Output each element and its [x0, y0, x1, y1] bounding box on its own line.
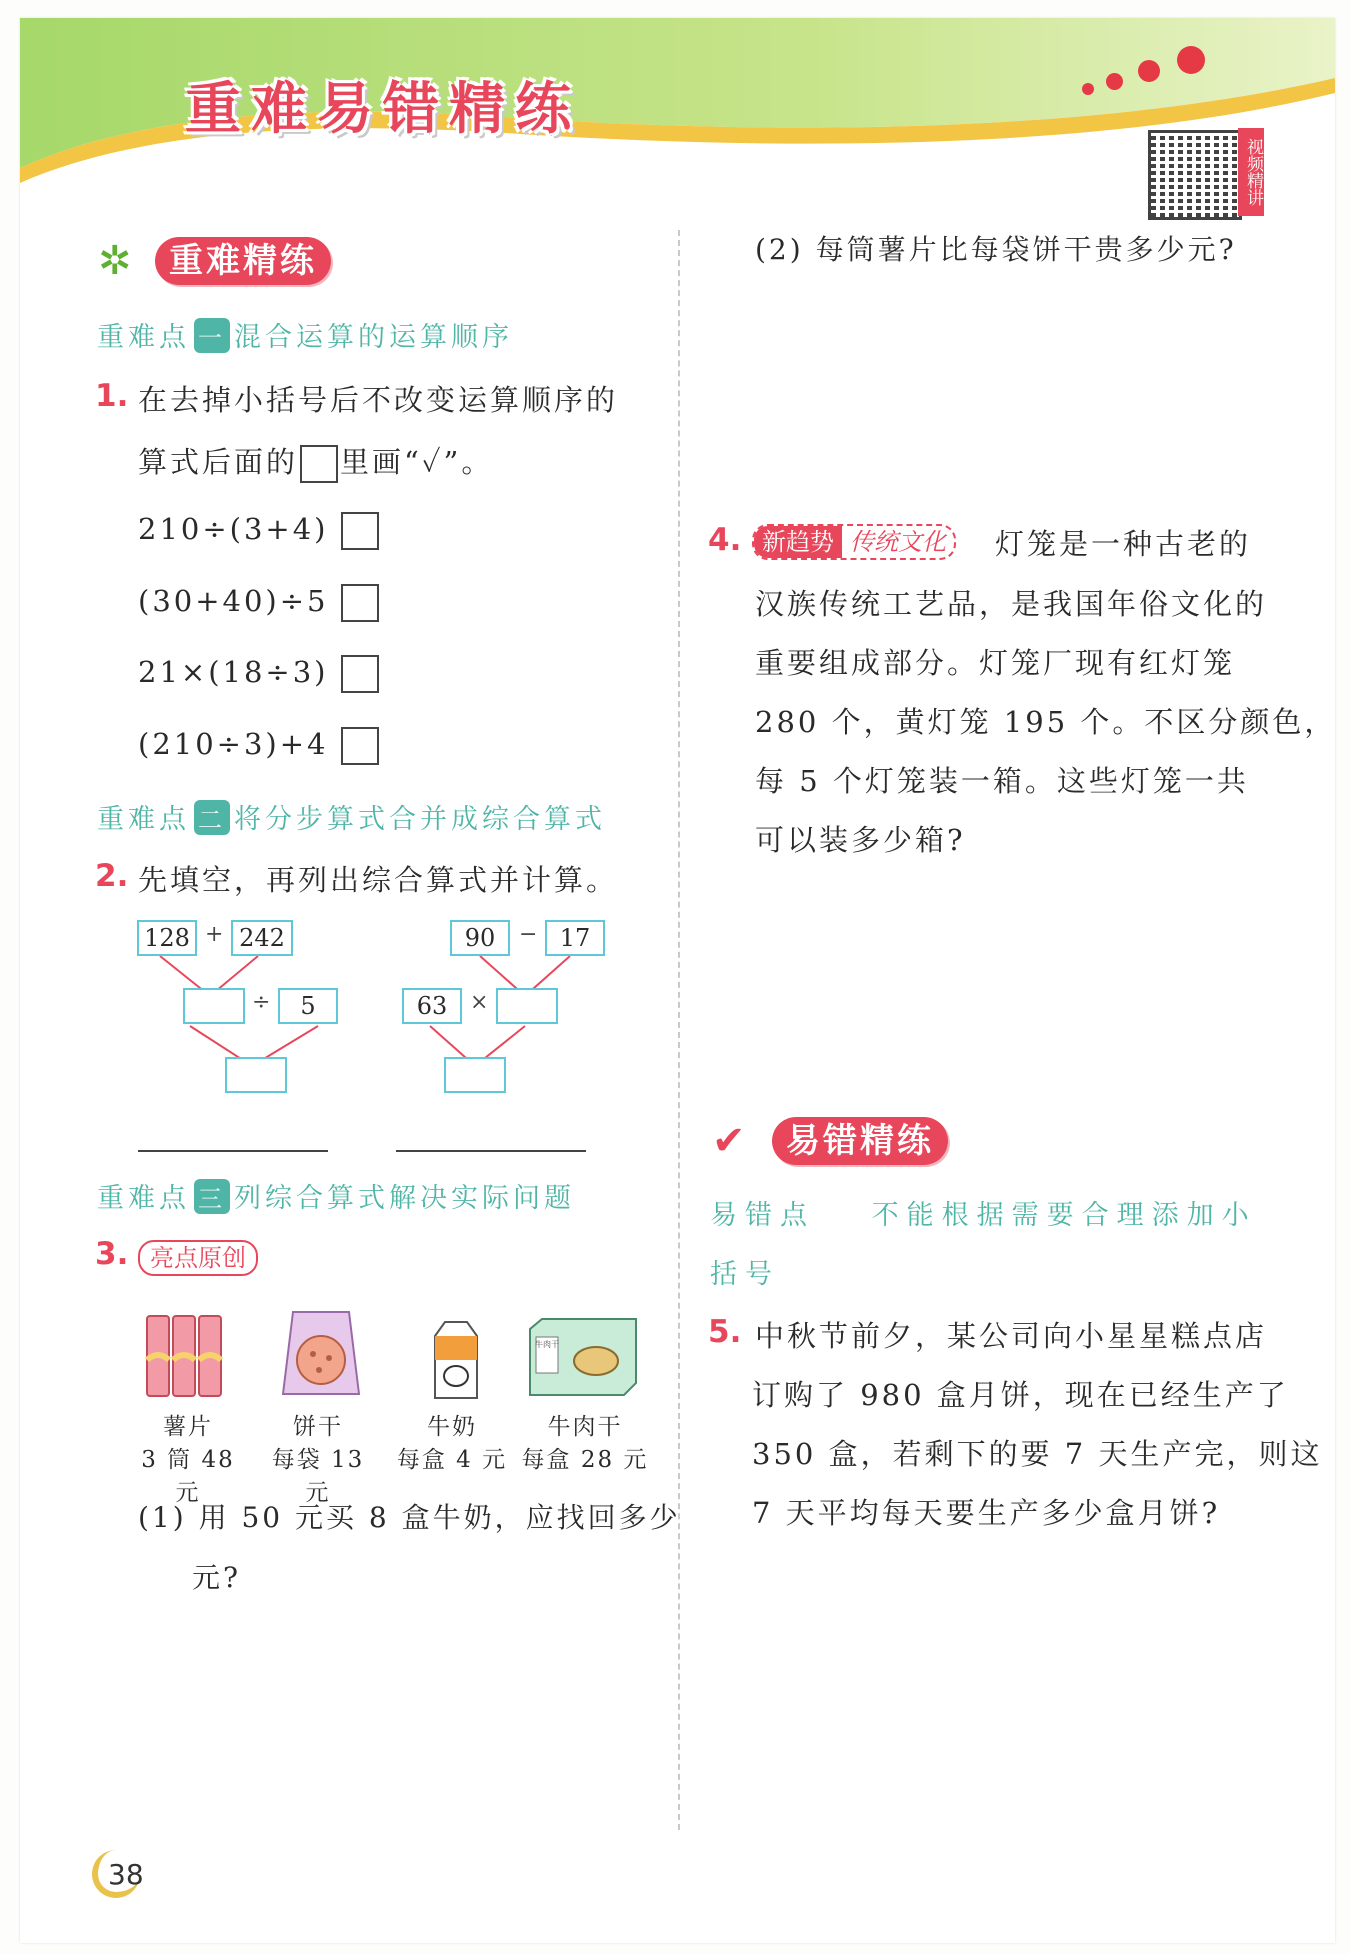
operator: ÷: [252, 990, 271, 1015]
given-number-box: 90: [450, 920, 510, 956]
question-text: 先填空，再列出综合算式并计算。: [138, 863, 619, 897]
topic-text: 将分步算式合并成综合算式: [234, 804, 606, 835]
original-tag: 亮点原创: [138, 1240, 258, 1276]
topic-number: 一: [194, 318, 230, 353]
trend-tag-label: 新趋势: [754, 526, 842, 558]
question-text: 可以装多少箱?: [755, 823, 966, 857]
question-text: [138, 440, 493, 483]
question-number: 5.: [708, 1314, 742, 1350]
milk-box-illustration: [425, 1318, 485, 1400]
column-divider: [678, 230, 680, 1830]
topic-prefix: 重难点: [97, 804, 190, 835]
topic-text: 不能根据需要合理添加小: [871, 1200, 1257, 1231]
operator: −: [519, 922, 538, 947]
given-number-box: 242: [231, 920, 293, 956]
topic-prefix: 易错点: [710, 1200, 815, 1231]
expression: 210÷(3+4): [138, 512, 329, 546]
section-badge-difficult: 重难精练: [155, 237, 331, 285]
question-text: 中秋节前夕，某公司向小星星糕点店: [755, 1319, 1268, 1353]
expression-row: [138, 512, 379, 550]
question-number: 1.: [95, 378, 129, 414]
qr-label: 视频精讲: [1238, 128, 1264, 216]
answer-checkbox[interactable]: [341, 512, 379, 550]
trend-tag: [752, 524, 956, 560]
topic-prefix: 重难点: [97, 1183, 190, 1214]
question-text: 订购了 980 盒月饼，现在已经生产了: [752, 1378, 1289, 1412]
beef-jerky-box-illustration: [528, 1315, 638, 1397]
question-text: 重要组成部分。灯笼厂现有红灯笼: [755, 646, 1236, 680]
product-chips: [128, 1408, 248, 1507]
topic-text: 列综合算式解决实际问题: [234, 1183, 575, 1214]
question-text: 280 个，黄灯笼 195 个。不区分颜色，: [755, 705, 1337, 739]
question-text: 在去掉小括号后不改变运算顺序的: [138, 383, 619, 417]
topic-heading-2: [97, 797, 606, 836]
chips-illustration: [143, 1310, 225, 1400]
product-name: 牛奶: [427, 1414, 477, 1440]
product-biscuits: [258, 1408, 378, 1507]
question-number: 2.: [95, 858, 129, 894]
product-name: 牛肉干: [547, 1414, 623, 1440]
product-price: 每盒 4 元: [396, 1447, 508, 1473]
page-title: 重难易错精练: [185, 77, 581, 142]
question-text: 每 5 个灯笼装一箱。这些灯笼一共: [755, 764, 1249, 798]
expression-row: [138, 584, 379, 622]
answer-checkbox[interactable]: [341, 655, 379, 693]
expression: (210÷3)+4: [138, 727, 329, 761]
beef-pack-label: 牛肉干: [535, 1340, 559, 1349]
answer-checkbox[interactable]: [341, 727, 379, 765]
product-name: 薯片: [163, 1414, 213, 1440]
question-text-part: 算式后面的: [138, 445, 299, 479]
error-topic-heading: [710, 1193, 1257, 1232]
given-number-box: 17: [545, 920, 605, 956]
page-number: 38: [108, 1858, 144, 1891]
example-checkbox: [300, 445, 338, 483]
operator: +: [205, 922, 224, 947]
question-text: 350 盒，若剩下的要 7 天生产完，则这: [752, 1437, 1323, 1471]
topic-heading-3: [97, 1176, 575, 1215]
fill-in-box[interactable]: [496, 988, 558, 1024]
question-text: 7 天平均每天要生产多少盒月饼?: [752, 1496, 1221, 1530]
question-number: 4.: [708, 522, 742, 558]
product-milk: [392, 1408, 512, 1474]
question-text: 灯笼是一种古老的: [995, 527, 1252, 561]
error-topic-heading-cont: 括号: [710, 1259, 780, 1290]
section-badge-errors: 易错精练: [772, 1117, 948, 1165]
question-text: 汉族传统工艺品，是我国年俗文化的: [755, 587, 1268, 621]
expression-row: [138, 655, 379, 693]
product-name: 饼干: [293, 1414, 343, 1440]
decor-dot: [1106, 73, 1123, 90]
expression-row: [138, 727, 379, 765]
sub-question-text: (1) 用 50 元买 8 盒牛奶，应找回多少: [138, 1501, 681, 1534]
qr-code[interactable]: [1148, 130, 1242, 220]
topic-number: 三: [194, 1179, 230, 1214]
given-number-box: 5: [278, 988, 338, 1024]
operator: ×: [470, 990, 489, 1015]
fill-in-box[interactable]: [225, 1057, 287, 1093]
topic-number: 二: [194, 800, 230, 835]
expression: (30+40)÷5: [138, 584, 329, 618]
decor-dot: [1082, 83, 1094, 95]
topic-heading-1: [97, 315, 513, 354]
sub-question-text: (2) 每筒薯片比每袋饼干贵多少元?: [755, 233, 1237, 266]
answer-checkbox[interactable]: [341, 584, 379, 622]
culture-tag-label: 传统文化: [850, 528, 946, 556]
product-beef-jerky: [520, 1408, 650, 1474]
product-price: 每袋 13 元: [271, 1447, 365, 1506]
topic-text: 混合运算的运算顺序: [234, 322, 513, 353]
fill-in-box[interactable]: [444, 1057, 506, 1093]
given-number-box: 63: [402, 988, 462, 1024]
answer-line[interactable]: [138, 1150, 328, 1152]
biscuit-bag-illustration: [275, 1308, 367, 1400]
question-text-part: 里画“✓”。: [340, 445, 494, 479]
expression: 21×(18÷3): [138, 655, 329, 689]
decor-dot: [1138, 60, 1160, 82]
fill-in-box[interactable]: [183, 988, 245, 1024]
question-number: 3.: [95, 1236, 129, 1272]
sub-question-text: 元?: [192, 1561, 242, 1594]
given-number-box: 128: [137, 920, 197, 956]
answer-line[interactable]: [396, 1150, 586, 1152]
product-price: 3 筒 48 元: [141, 1447, 235, 1506]
topic-prefix: 重难点: [97, 322, 190, 353]
product-price: 每盒 28 元: [521, 1447, 649, 1473]
sparkle-check-icon: ✔: [712, 1118, 746, 1164]
sparkle-star-icon: ✲: [98, 238, 132, 284]
decor-dot: [1177, 46, 1205, 74]
